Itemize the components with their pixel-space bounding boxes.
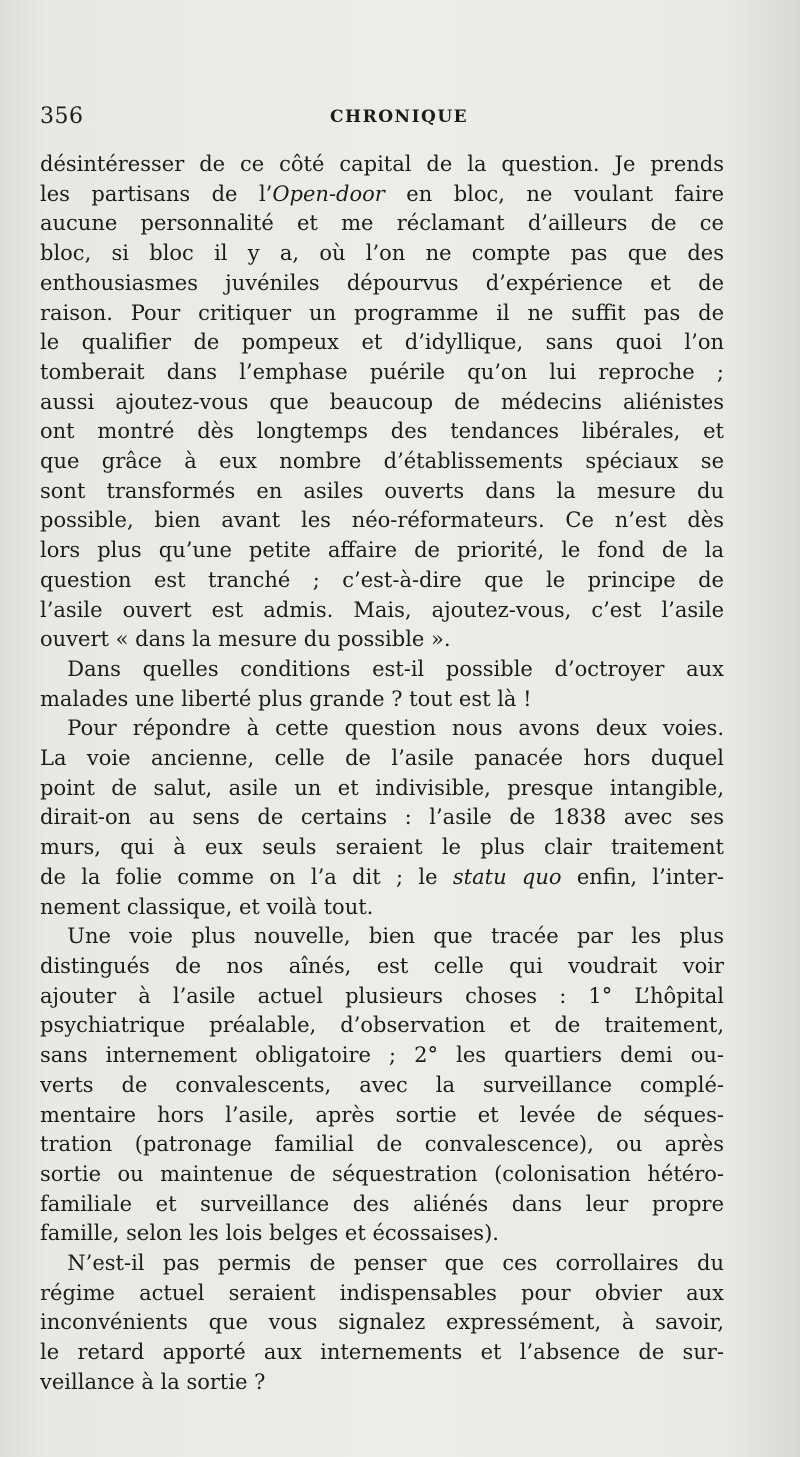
text-line [40,596,724,626]
text-run: le retard apporté aux internements et l’absence de sur- [40,1340,724,1365]
text-line [40,447,724,477]
italic-text-run: Open-door [272,181,385,206]
text-run: sortie ou maintenue de séquestration (colonisation hétéro- [40,1161,724,1186]
text-line [40,150,724,180]
text-run: aussi ajoutez-vous que beaucoup de médecins aliénistes [40,389,724,414]
text-line [40,833,724,863]
text-run: que grâce à eux nombre d’établissements spéciaux se [40,449,724,474]
text-run: désintéresser de ce côté capital de la question. Je prends [40,152,724,176]
text-line [40,1279,724,1309]
text-line [40,566,724,596]
paragraph [40,922,724,1249]
text-run: N’est-il pas permis de penser que ces corrollaires du [67,1251,724,1276]
text-line [40,1338,724,1368]
text-line [40,922,724,952]
text-line [40,714,724,744]
page-header [40,104,720,136]
text-run: ouvert « dans la mesure du possible ». [40,627,451,652]
text-run: murs, qui à eux seuls seraient le plus clair traitement [40,835,724,860]
running-head: CHRONIQUE [330,107,469,127]
text-line [40,388,724,418]
text-line [40,1101,724,1131]
paragraph [40,1249,724,1398]
text-line [40,477,724,507]
text-run: distingués de nos aînés, est celle qui voudrait voir [40,953,724,978]
text-run: inconvénients que vous signalez expressément, à savoir, [40,1310,724,1335]
text-run: ajouter à l’asile actuel plusieurs choses : 1° L’hôpital [40,983,724,1008]
text-line [40,328,724,358]
text-run: les partisans de l’ [40,181,273,206]
text-run: Pour répondre à cette question nous avons deux voies. [67,716,724,741]
text-line [40,863,724,893]
text-run: régime actuel seraient indispensables pour obvier aux [40,1280,724,1305]
text-run: l’asile ouvert est admis. Mais, ajoutez-vous, c’est l’asile [40,597,724,622]
text-run: de la folie comme on l’a dit ; le [40,864,453,889]
paragraph [40,150,724,655]
text-line [40,982,724,1012]
text-line [40,625,724,655]
text-run: tomberait dans l’emphase puérile qu’on lui reproche ; [40,359,724,384]
text-run: veillance à la sortie ? [40,1369,266,1394]
text-run: familiale et surveillance des aliénés dans leur propre [40,1191,724,1216]
text-run: verts de convalescents, avec la surveillance complé- [40,1072,724,1097]
text-run: sans internement obligatoire ; 2° les quartiers demi ou- [40,1043,724,1068]
text-line [40,1011,724,1041]
text-line [40,209,724,239]
text-line [40,893,724,923]
text-line [40,299,724,329]
body-text [40,150,724,1398]
text-line [40,655,724,685]
text-run: tration (patronage familial de convalescence), ou après [40,1132,724,1157]
text-run: Une voie plus nouvelle, bien que tracée par les plus [67,924,724,949]
text-line [40,685,724,715]
text-run: sont transformés en asiles ouverts dans la mesure du [40,478,724,503]
text-run: malades une liberté plus grande ? tout est là ! [40,686,532,711]
text-line [40,180,724,210]
text-line [40,1190,724,1220]
italic-text-run: statu quo [452,864,562,889]
text-run: famille, selon les lois belges et écossaises). [40,1221,499,1246]
text-run: lors plus qu’une petite affaire de priorité, le fond de la [40,538,724,563]
text-line [40,952,724,982]
text-line [40,417,724,447]
text-run: ont montré dès longtemps des tendances libérales, et [40,419,724,444]
text-line [40,1071,724,1101]
text-run: le qualifier de pompeux et d’idyllique, sans quoi l’on [40,330,724,355]
text-run: enthousiasmes juvéniles dépourvus d’expérience et de [40,270,724,295]
text-line [40,1041,724,1071]
paragraph [40,714,724,922]
text-run: bloc, si bloc il y a, où l’on ne compte pas que des [40,241,724,266]
text-run: en bloc, ne voulant faire [384,181,724,206]
text-line [40,536,724,566]
text-run: dirait-on au sens de certains : l’asile de 1838 avec ses [40,805,724,830]
text-line [40,1368,724,1398]
text-run: nement classique, et voilà tout. [40,894,374,919]
text-line [40,744,724,774]
text-line [40,1160,724,1190]
text-run: La voie ancienne, celle de l’asile panacée hors duquel [40,746,724,771]
text-run: possible, bien avant les néo-réformateurs. Ce n’est dès [40,508,724,533]
text-line [40,1308,724,1338]
text-line [40,239,724,269]
text-run: psychiatrique préalable, d’observation et de traitement, [40,1013,724,1038]
text-line [40,803,724,833]
text-run: point de salut, asile un et indivisible, presque intangible, [40,775,724,800]
text-line [40,358,724,388]
text-run: question est tranché ; c’est-à-dire que le principe de [40,567,724,592]
text-run: enfin, l’inter- [561,864,724,889]
text-line [40,774,724,804]
text-line [40,1219,724,1249]
text-run: mentaire hors l’asile, après sortie et levée de séques- [40,1102,724,1127]
paragraph [40,655,724,714]
text-run: Dans quelles conditions est-il possible d’octroyer aux [67,656,724,681]
text-run: raison. Pour critiquer un programme il ne suffit pas de [40,300,724,325]
text-line [40,269,724,299]
text-line [40,1130,724,1160]
page-number: 356 [40,104,84,129]
text-run: aucune personnalité et me réclamant d’ailleurs de ce [40,211,724,236]
text-line [40,1249,724,1279]
text-line [40,506,724,536]
